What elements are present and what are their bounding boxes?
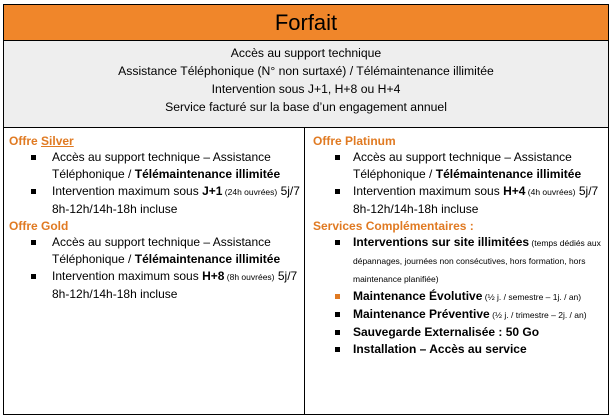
list-item <box>313 183 604 218</box>
list-item <box>9 268 300 303</box>
bullet-icon <box>335 294 340 299</box>
summary-section <box>4 41 608 128</box>
offers-columns <box>4 128 608 415</box>
item-bold: H+8 <box>202 269 225 283</box>
item-small: (8h ouvrées) <box>224 272 275 282</box>
list-item <box>313 341 604 358</box>
item-bold: Télémaintenance illimitée <box>134 167 281 181</box>
offer-gold-title: Offre Gold <box>9 219 69 233</box>
right-column <box>305 128 608 415</box>
item-tail: 5j/7 8h-12h/14h-18h incluse <box>52 269 298 301</box>
list-item <box>313 324 604 341</box>
left-column <box>4 128 305 415</box>
services-title: Services Complémentaires : <box>313 219 474 233</box>
bullet-icon <box>335 330 340 335</box>
bullet-icon <box>335 189 340 194</box>
bullet-icon <box>335 347 340 352</box>
item-small: (temps dédiés aux dépannages, journées non consécutives, hors formation, hors maintenance planifiée) <box>353 238 601 284</box>
item-small: (½ j. / semestre – 1j. / an) <box>482 292 582 302</box>
page-title: Forfait <box>4 5 608 41</box>
item-bold: Télémaintenance illimitée <box>435 167 582 181</box>
bullet-icon <box>31 155 36 160</box>
item-bold: Maintenance Évolutive <box>353 289 483 303</box>
item-text: Intervention maximum sous <box>52 184 203 198</box>
item-small: (4h ouvrées) <box>525 187 576 197</box>
bullet-icon <box>335 312 340 317</box>
item-bold: Interventions sur site illimitées <box>353 235 530 249</box>
item-bold: J+1 <box>202 184 223 198</box>
list-item <box>313 306 604 324</box>
item-bold: Maintenance Préventive <box>353 307 490 321</box>
list-item <box>313 149 604 183</box>
offer-silver-title <box>9 133 300 149</box>
pricing-table <box>3 4 609 415</box>
item-text: Accès au support technique – Assistance Téléphonique / <box>52 235 271 266</box>
bullet-icon <box>335 240 340 245</box>
list-item <box>9 234 300 268</box>
summary-line: Service facturé sur la base d’un engagement annuel <box>165 100 447 114</box>
gold-items <box>9 234 300 303</box>
item-bold: Sauvegarde Externalisée : 50 Go <box>353 325 540 339</box>
list-item <box>9 149 300 183</box>
list-item <box>313 234 604 288</box>
item-bold: H+4 <box>503 184 526 198</box>
item-bold: Télémaintenance illimitée <box>134 252 281 266</box>
item-text: Accès au support technique – Assistance Téléphonique / <box>52 150 271 181</box>
bullet-icon <box>31 274 36 279</box>
services-items <box>313 234 604 358</box>
item-small: (½ j. / trimestre – 2j. / an) <box>489 310 587 320</box>
item-tail: 5j/7 8h-12h/14h-18h incluse <box>52 184 300 216</box>
list-item <box>9 183 300 218</box>
platinum-items <box>313 149 604 218</box>
item-text: Intervention maximum sous <box>52 269 203 283</box>
list-item <box>313 288 604 306</box>
silver-items <box>9 149 300 218</box>
bullet-icon <box>31 240 36 245</box>
offer-platinum-title: Offre Platinum <box>313 134 396 148</box>
summary-line: Assistance Téléphonique (N° non surtaxé) / Télémaintenance illimitée <box>118 64 494 78</box>
bullet-icon <box>31 189 36 194</box>
offer-silver-title-word: Silver <box>41 134 74 148</box>
item-small: (24h ouvrées) <box>222 187 278 197</box>
offer-silver-title-prefix: Offre <box>9 134 42 148</box>
bullet-icon <box>335 155 340 160</box>
item-text: Intervention maximum sous <box>353 184 504 198</box>
item-bold: Installation – Accès au service <box>353 342 527 356</box>
item-tail: 5j/7 8h-12h/14h-18h incluse <box>353 184 599 216</box>
summary-line: Intervention sous J+1, H+8 ou H+4 <box>211 82 401 96</box>
item-text: Accès au support technique – Assistance Téléphonique / <box>353 150 572 181</box>
summary-line: Accès au support technique <box>230 46 382 60</box>
